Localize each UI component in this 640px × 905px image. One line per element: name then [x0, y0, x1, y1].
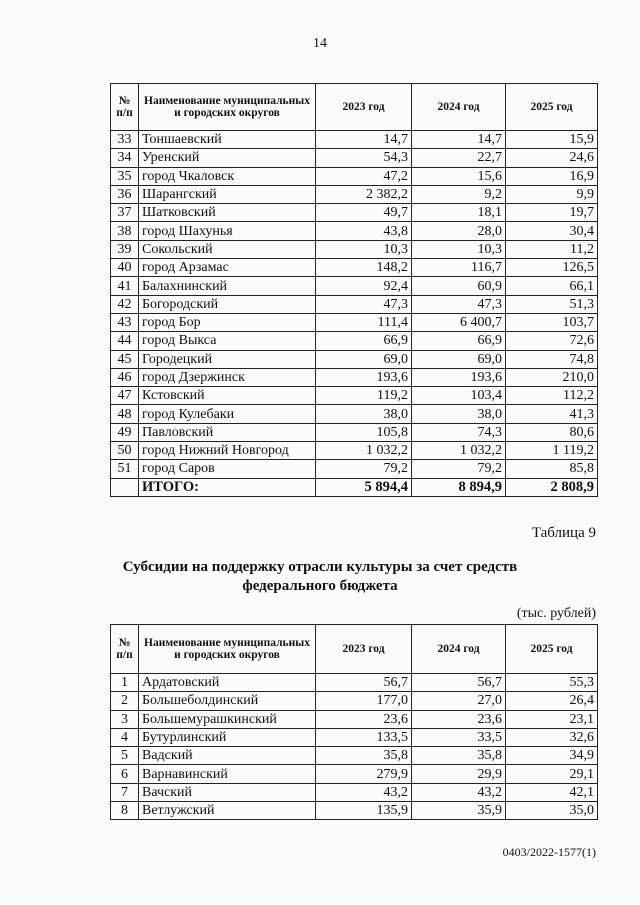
- table-row: [111, 423, 598, 441]
- table-row: [111, 277, 598, 295]
- table-row: [111, 387, 598, 405]
- value-2024: 18,1: [412, 204, 506, 222]
- municipality-name: Городецкий: [139, 350, 316, 368]
- value-2025: 51,3: [506, 295, 598, 313]
- value-2025: 103,7: [506, 313, 598, 331]
- header-2025: 2025 год: [506, 84, 598, 131]
- municipality-name: Тоншаевский: [139, 131, 316, 149]
- value-2023: 35,8: [316, 747, 412, 765]
- table-row: [111, 204, 598, 222]
- value-2025: 30,4: [506, 222, 598, 240]
- header-2024: 2024 год: [412, 84, 506, 131]
- value-2025: 80,6: [506, 423, 598, 441]
- municipality-name: Кстовский: [139, 387, 316, 405]
- value-2023: 66,9: [316, 332, 412, 350]
- row-number: 7: [111, 783, 139, 801]
- value-2024: 43,2: [412, 783, 506, 801]
- total-label: ИТОГО:: [139, 478, 316, 496]
- value-2025: 11,2: [506, 240, 598, 258]
- caption-line-2: федерального бюджета: [242, 578, 398, 594]
- municipality-name: город Арзамас: [139, 259, 316, 277]
- value-2025: 35,0: [506, 802, 598, 820]
- value-2025: 16,9: [506, 167, 598, 185]
- value-2023: 111,4: [316, 313, 412, 331]
- value-2023: 119,2: [316, 387, 412, 405]
- value-2024: 103,4: [412, 387, 506, 405]
- table-caption: [0, 558, 640, 596]
- value-2025: 210,0: [506, 368, 598, 386]
- table-row: [111, 442, 598, 460]
- row-number: 4: [111, 728, 139, 746]
- table-header-row: [111, 625, 598, 674]
- value-2025: 1 119,2: [506, 442, 598, 460]
- value-2023: 43,2: [316, 783, 412, 801]
- value-2025: 66,1: [506, 277, 598, 295]
- municipality-name: Сокольский: [139, 240, 316, 258]
- municipality-name: Большемурашкинский: [139, 710, 316, 728]
- total-2024: 8 894,9: [412, 478, 506, 496]
- value-2023: 23,6: [316, 710, 412, 728]
- table-header-row: [111, 84, 598, 131]
- row-number: 36: [111, 185, 139, 203]
- municipality-name: Вачский: [139, 783, 316, 801]
- value-2023: 177,0: [316, 692, 412, 710]
- value-2024: 79,2: [412, 460, 506, 478]
- value-2024: 27,0: [412, 692, 506, 710]
- value-2024: 14,7: [412, 131, 506, 149]
- value-2023: 14,7: [316, 131, 412, 149]
- value-2025: 32,6: [506, 728, 598, 746]
- value-2025: 55,3: [506, 674, 598, 692]
- page-number: 14: [313, 36, 327, 51]
- caption-line-1: Субсидии на поддержку отрасли культуры за счет средств: [122, 559, 518, 575]
- table-row: [111, 295, 598, 313]
- value-2023: 133,5: [316, 728, 412, 746]
- value-2025: 26,4: [506, 692, 598, 710]
- value-2023: 92,4: [316, 277, 412, 295]
- municipality-name: Богородский: [139, 295, 316, 313]
- municipality-name: Шарангский: [139, 185, 316, 203]
- municipality-name: Ардатовский: [139, 674, 316, 692]
- table-row: [111, 710, 598, 728]
- culture-subsidy-table: [110, 624, 598, 820]
- municipality-name: город Кулебаки: [139, 405, 316, 423]
- value-2024: 116,7: [412, 259, 506, 277]
- value-2025: 9,9: [506, 185, 598, 203]
- row-number: 39: [111, 240, 139, 258]
- value-2024: 6 400,7: [412, 313, 506, 331]
- table-row: [111, 460, 598, 478]
- value-2025: 15,9: [506, 131, 598, 149]
- municipality-name: Павловский: [139, 423, 316, 441]
- row-number: 47: [111, 387, 139, 405]
- table-row: [111, 313, 598, 331]
- value-2025: 29,1: [506, 765, 598, 783]
- municipality-name: город Саров: [139, 460, 316, 478]
- row-number: 5: [111, 747, 139, 765]
- value-2023: 38,0: [316, 405, 412, 423]
- value-2025: 85,8: [506, 460, 598, 478]
- row-number: 44: [111, 332, 139, 350]
- value-2024: 28,0: [412, 222, 506, 240]
- value-2023: 69,0: [316, 350, 412, 368]
- value-2025: 41,3: [506, 405, 598, 423]
- header-name: Наименование муниципальных и городских округов: [139, 625, 316, 674]
- header-2023: 2023 год: [316, 625, 412, 674]
- row-number: 3: [111, 710, 139, 728]
- value-2024: 35,8: [412, 747, 506, 765]
- row-number: 42: [111, 295, 139, 313]
- value-2024: 74,3: [412, 423, 506, 441]
- table-row: [111, 802, 598, 820]
- value-2023: 54,3: [316, 149, 412, 167]
- value-2024: 56,7: [412, 674, 506, 692]
- row-number: 37: [111, 204, 139, 222]
- value-2024: 29,9: [412, 765, 506, 783]
- header-2023: 2023 год: [316, 84, 412, 131]
- value-2024: 47,3: [412, 295, 506, 313]
- header-num: № п/п: [111, 84, 139, 131]
- table-row: [111, 783, 598, 801]
- value-2024: 193,6: [412, 368, 506, 386]
- value-2025: 23,1: [506, 710, 598, 728]
- municipality-name: город Дзержинск: [139, 368, 316, 386]
- table-row: [111, 368, 598, 386]
- value-2024: 66,9: [412, 332, 506, 350]
- table-row: [111, 149, 598, 167]
- total-num-cell: [111, 478, 139, 496]
- table-row: [111, 131, 598, 149]
- value-2025: 126,5: [506, 259, 598, 277]
- row-number: 33: [111, 131, 139, 149]
- value-2024: 60,9: [412, 277, 506, 295]
- row-number: 6: [111, 765, 139, 783]
- row-number: 2: [111, 692, 139, 710]
- value-2024: 1 032,2: [412, 442, 506, 460]
- table-body: [111, 674, 598, 820]
- value-2023: 56,7: [316, 674, 412, 692]
- value-2024: 35,9: [412, 802, 506, 820]
- row-number: 40: [111, 259, 139, 277]
- table-row: [111, 259, 598, 277]
- value-2023: 47,2: [316, 167, 412, 185]
- row-number: 41: [111, 277, 139, 295]
- header-2025: 2025 год: [506, 625, 598, 674]
- value-2024: 33,5: [412, 728, 506, 746]
- value-2024: 10,3: [412, 240, 506, 258]
- value-2023: 105,8: [316, 423, 412, 441]
- total-2025: 2 808,9: [506, 478, 598, 496]
- value-2023: 135,9: [316, 802, 412, 820]
- row-number: 45: [111, 350, 139, 368]
- municipality-name: город Чкаловск: [139, 167, 316, 185]
- table-row: [111, 332, 598, 350]
- value-2023: 1 032,2: [316, 442, 412, 460]
- row-number: 46: [111, 368, 139, 386]
- municipality-name: Бутурлинский: [139, 728, 316, 746]
- value-2023: 2 382,2: [316, 185, 412, 203]
- value-2025: 19,7: [506, 204, 598, 222]
- row-number: 34: [111, 149, 139, 167]
- table-label: Таблица 9: [531, 525, 596, 541]
- table-row: [111, 167, 598, 185]
- value-2023: 49,7: [316, 204, 412, 222]
- value-2024: 23,6: [412, 710, 506, 728]
- row-number: 49: [111, 423, 139, 441]
- header-2024: 2024 год: [412, 625, 506, 674]
- units-label: (тыс. рублей): [516, 606, 596, 621]
- municipality-name: Ветлужский: [139, 802, 316, 820]
- value-2024: 15,6: [412, 167, 506, 185]
- value-2024: 69,0: [412, 350, 506, 368]
- value-2025: 74,8: [506, 350, 598, 368]
- value-2024: 9,2: [412, 185, 506, 203]
- municipality-name: город Нижний Новгород: [139, 442, 316, 460]
- row-number: 35: [111, 167, 139, 185]
- value-2023: 79,2: [316, 460, 412, 478]
- row-number: 43: [111, 313, 139, 331]
- municipality-name: Балахнинский: [139, 277, 316, 295]
- table-row: [111, 692, 598, 710]
- value-2023: 47,3: [316, 295, 412, 313]
- row-number: 38: [111, 222, 139, 240]
- value-2024: 38,0: [412, 405, 506, 423]
- table-row: [111, 728, 598, 746]
- municipality-name: город Бор: [139, 313, 316, 331]
- value-2025: 24,6: [506, 149, 598, 167]
- row-number: 8: [111, 802, 139, 820]
- table-row: [111, 747, 598, 765]
- value-2023: 279,9: [316, 765, 412, 783]
- table-row: [111, 405, 598, 423]
- table-row: [111, 350, 598, 368]
- municipality-name: Уренский: [139, 149, 316, 167]
- value-2025: 72,6: [506, 332, 598, 350]
- total-row: [111, 478, 598, 496]
- table-row: [111, 765, 598, 783]
- municipality-name: Большеболдинский: [139, 692, 316, 710]
- table-body: [111, 131, 598, 479]
- table-row: [111, 222, 598, 240]
- municipality-name: город Выкса: [139, 332, 316, 350]
- value-2025: 34,9: [506, 747, 598, 765]
- value-2023: 43,8: [316, 222, 412, 240]
- header-num: № п/п: [111, 625, 139, 674]
- value-2025: 112,2: [506, 387, 598, 405]
- header-name: Наименование муниципальных и городских округов: [139, 84, 316, 131]
- municipality-name: Шатковский: [139, 204, 316, 222]
- municipality-name: город Шахунья: [139, 222, 316, 240]
- table-row: [111, 185, 598, 203]
- subsidy-table-continued: [110, 83, 598, 497]
- value-2024: 22,7: [412, 149, 506, 167]
- municipality-name: Вадский: [139, 747, 316, 765]
- value-2023: 148,2: [316, 259, 412, 277]
- row-number: 1: [111, 674, 139, 692]
- table-row: [111, 240, 598, 258]
- value-2023: 193,6: [316, 368, 412, 386]
- row-number: 50: [111, 442, 139, 460]
- table-row: [111, 674, 598, 692]
- total-2023: 5 894,4: [316, 478, 412, 496]
- municipality-name: Варнавинский: [139, 765, 316, 783]
- value-2023: 10,3: [316, 240, 412, 258]
- row-number: 48: [111, 405, 139, 423]
- document-code: 0403/2022-1577(1): [502, 845, 596, 859]
- value-2025: 42,1: [506, 783, 598, 801]
- row-number: 51: [111, 460, 139, 478]
